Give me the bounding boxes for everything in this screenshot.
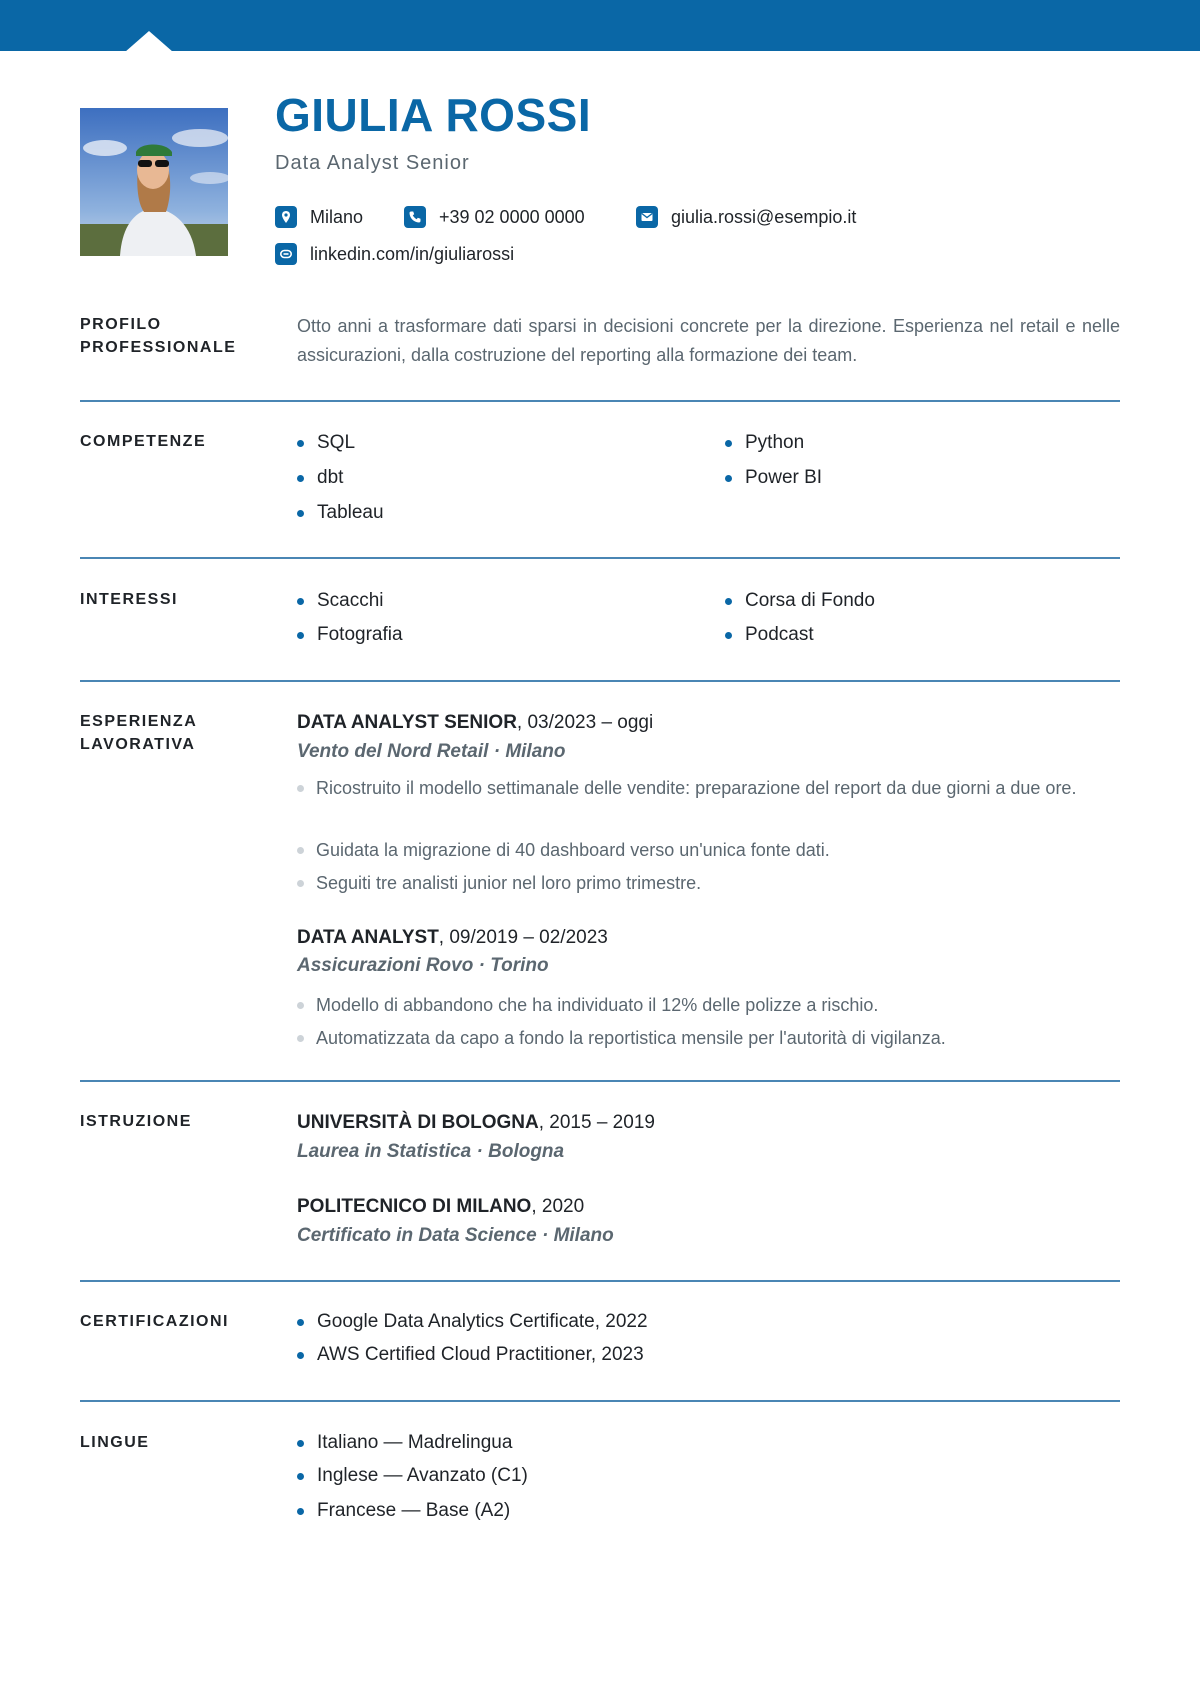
skill-item: Python xyxy=(725,432,804,454)
section-label-education: ISTRUZIONE xyxy=(80,1113,192,1130)
profile-summary: Otto anni a trasformare dati sparsi in decisioni concrete per la direzione. Esperienza nel retail e nelle assicurazioni, dalla costruzione del reporting alla formazione dei team. xyxy=(297,316,1120,365)
skill-item: Power BI xyxy=(725,467,822,489)
section-label-skills: COMPETENZE xyxy=(80,433,207,450)
map-pin-icon xyxy=(275,206,297,228)
contact-phone xyxy=(404,206,585,228)
education-degree: Laurea in Statistica · Bologna xyxy=(297,1141,565,1162)
job-bullet: Modello di abbandono che ha individuato il 12% delle polizze a rischio. xyxy=(297,991,1120,1020)
section-divider xyxy=(80,400,1120,402)
contact-linkedin-text[interactable]: linkedin.com/in/giuliarossi xyxy=(310,243,515,264)
language-item: Francese — Base (A2) xyxy=(297,1500,510,1522)
job-company: Vento del Nord Retail · Milano xyxy=(297,741,566,762)
contact-linkedin[interactable] xyxy=(275,243,514,265)
job-heading: DATA ANALYST, 09/2019 – 02/2023 xyxy=(297,927,608,948)
section-label-languages: LINGUE xyxy=(80,1434,150,1451)
certification-item: AWS Certified Cloud Practitioner, 2023 xyxy=(297,1344,644,1366)
contact-location-text: Milano xyxy=(310,206,364,227)
contact-email[interactable] xyxy=(636,206,856,228)
interest-item: Fotografia xyxy=(297,624,403,646)
education-heading: POLITECNICO DI MILANO, 2020 xyxy=(297,1196,585,1217)
section-divider xyxy=(80,1400,1120,1402)
job-bullet: Seguiti tre analisti junior nel loro primo trimestre. xyxy=(297,869,1120,898)
job-heading: DATA ANALYST SENIOR, 03/2023 – oggi xyxy=(297,712,654,733)
profile-photo xyxy=(80,108,228,256)
section-divider xyxy=(80,680,1120,682)
interest-item: Scacchi xyxy=(297,590,384,612)
contact-location xyxy=(275,206,363,228)
contact-phone-text: +39 02 0000 0000 xyxy=(439,206,585,227)
job-bullet: Ricostruito il modello settimanale delle vendite: preparazione del report da due giorni a due ore. xyxy=(297,774,1120,803)
header-band-notch xyxy=(125,31,173,52)
section-label-certifications: CERTIFICAZIONI xyxy=(80,1313,229,1330)
certification-item: Google Data Analytics Certificate, 2022 xyxy=(297,1311,648,1333)
skill-item: Tableau xyxy=(297,502,384,524)
skill-item: dbt xyxy=(297,467,343,489)
section-divider xyxy=(80,1280,1120,1282)
skill-item: SQL xyxy=(297,432,355,454)
section-divider xyxy=(80,1080,1120,1082)
job-bullet: Guidata la migrazione di 40 dashboard verso un'unica fonte dati. xyxy=(297,836,1120,865)
education-degree: Certificato in Data Science · Milano xyxy=(297,1225,614,1246)
section-divider xyxy=(80,557,1120,559)
link-icon xyxy=(275,243,297,265)
section-label-profile: PROFILO PROFESSIONALE xyxy=(80,316,237,356)
interest-item: Corsa di Fondo xyxy=(725,590,875,612)
phone-icon xyxy=(404,206,426,228)
contact-email-text[interactable]: giulia.rossi@esempio.it xyxy=(671,206,857,227)
section-label-interests: INTERESSI xyxy=(80,591,178,608)
job-bullet: Automatizzata da capo a fondo la reportistica mensile per l'autorità di vigilanza. xyxy=(297,1024,1120,1053)
header-band xyxy=(0,0,1200,51)
language-item: Inglese — Avanzato (C1) xyxy=(297,1465,528,1487)
candidate-title: Data Analyst Senior xyxy=(275,152,470,174)
job-company: Assicurazioni Rovo · Torino xyxy=(297,955,549,976)
education-heading: UNIVERSITÀ DI BOLOGNA, 2015 – 2019 xyxy=(297,1112,655,1133)
interest-item: Podcast xyxy=(725,624,814,646)
candidate-name: GIULIA ROSSI xyxy=(275,89,592,141)
language-item: Italiano — Madrelingua xyxy=(297,1432,512,1454)
mail-icon xyxy=(636,206,658,228)
section-label-experience: ESPERIENZA LAVORATIVA xyxy=(80,713,198,753)
